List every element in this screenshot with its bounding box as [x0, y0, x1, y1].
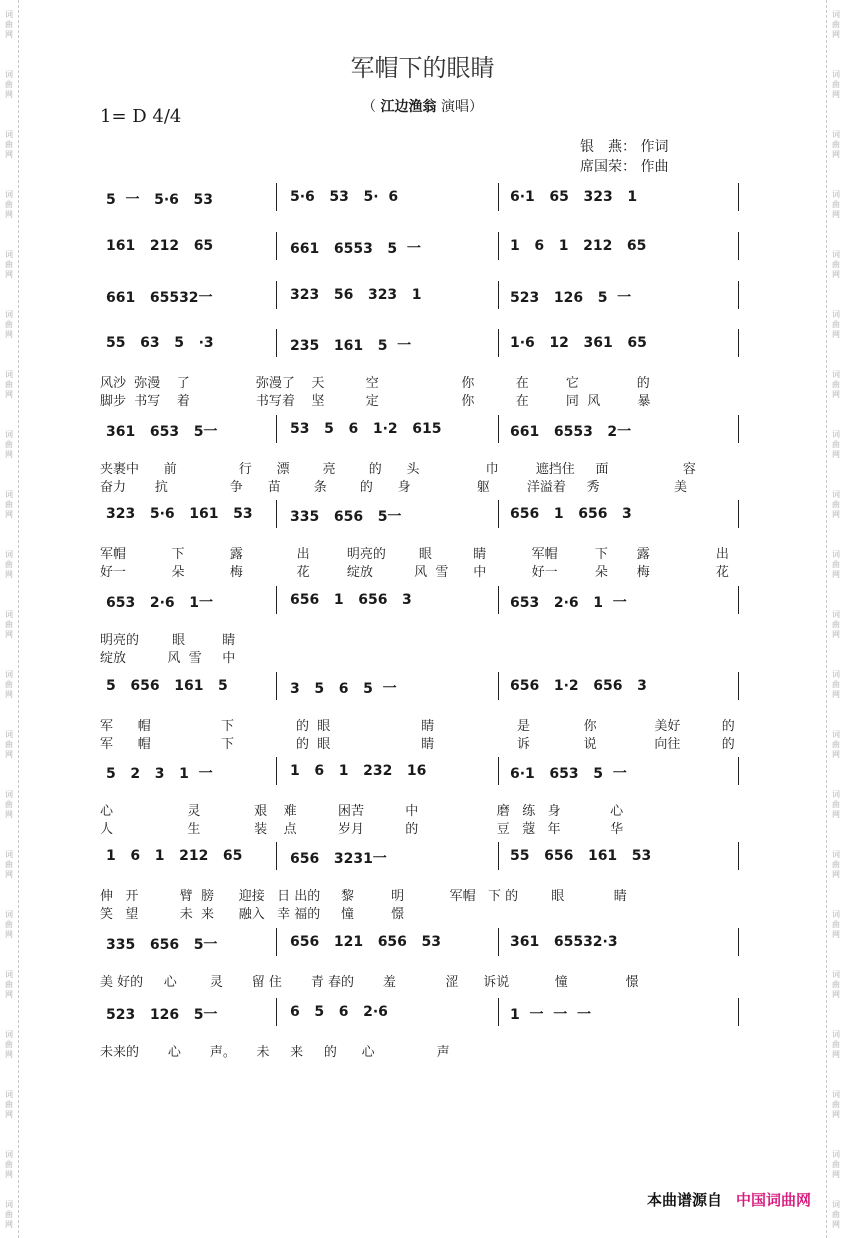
lyric-line: 绽放 风 雪 中	[100, 651, 236, 666]
watermark-text: 词曲网	[5, 670, 13, 699]
watermark-text: 词曲网	[5, 1200, 13, 1229]
notation-row	[98, 329, 758, 359]
measure-group: 361 653 5一	[106, 424, 218, 440]
bar-line	[738, 232, 739, 260]
watermark-text: 词曲网	[832, 250, 840, 279]
bar-line	[738, 329, 739, 357]
watermark-text: 词曲网	[5, 10, 13, 39]
measure-group: 656 1·2 656 3	[510, 678, 647, 694]
notation-row	[98, 757, 758, 787]
bar-line	[738, 281, 739, 309]
watermark-text: 词曲网	[5, 1030, 13, 1059]
lyric-line: 军 帽 下 的 眼 睛 是 你 美好 的	[100, 719, 735, 734]
left-watermark-strip	[0, 0, 19, 1238]
lyricist-credit: 银 燕： 作词	[580, 139, 669, 155]
watermark-text: 词曲网	[832, 850, 840, 879]
lyric-line: 好一 朵 梅 花 绽放 风 雪 中 好一 朵 梅 花	[100, 565, 729, 580]
footer-source	[647, 1189, 811, 1210]
bar-line	[498, 998, 499, 1026]
notation-row	[98, 842, 758, 872]
measure-group: 1 6 1 212 65	[510, 238, 647, 254]
bar-line	[738, 842, 739, 870]
measure-group: 53 5 6 1·2 615	[290, 421, 442, 437]
bar-line	[276, 998, 277, 1026]
notation-row	[98, 500, 758, 530]
lyric-line: 军 帽 下 的 眼 睛 诉 说 向往 的	[100, 737, 735, 752]
notation-row	[98, 232, 758, 262]
bar-line	[738, 672, 739, 700]
lyric-line: 人 生 装 点 岁月 的 豆 蔻 年 华	[100, 822, 624, 837]
measure-group: 1 一 一 一	[510, 1007, 591, 1023]
bar-line	[738, 586, 739, 614]
bar-line	[276, 183, 277, 211]
watermark-text: 词曲网	[832, 610, 840, 639]
watermark-text: 词曲网	[832, 550, 840, 579]
bar-line	[498, 586, 499, 614]
bar-line	[276, 928, 277, 956]
measure-group: 523 126 5 一	[510, 290, 632, 306]
watermark-text: 词曲网	[832, 130, 840, 159]
lyric-line: 未来的 心 声。 未 来 的 心 声	[100, 1045, 450, 1060]
measure-group: 6 5 6 2·6	[290, 1004, 388, 1020]
measure-group: 661 65532一	[106, 290, 213, 306]
notation-row	[98, 998, 758, 1028]
measure-group: 661 6553 2一	[510, 424, 632, 440]
notation-row	[98, 928, 758, 958]
measure-group: 235 161 5 一	[290, 338, 412, 354]
bar-line	[738, 928, 739, 956]
watermark-text: 词曲网	[5, 190, 13, 219]
singer-role: 演唱）	[440, 99, 483, 115]
measure-group: 1·6 12 361 65	[510, 335, 647, 351]
bar-line	[738, 183, 739, 211]
measure-group: 5·6 53 5· 6	[290, 189, 399, 205]
measure-group: 55 63 5 ·3	[106, 335, 214, 351]
bar-line	[498, 183, 499, 211]
lyric-line: 脚步 书写 着 书写着 坚 定 你 在 同 风 暴	[100, 394, 651, 409]
composer-credit: 席国荣： 作曲	[580, 159, 669, 175]
song-title: 军帽下的眼睛	[350, 54, 495, 82]
bar-line	[276, 842, 277, 870]
measure-group: 55 656 161 53	[510, 848, 652, 864]
footer-site-link[interactable]: 中国词曲网	[735, 1191, 811, 1209]
bar-line	[276, 232, 277, 260]
notation-row	[98, 586, 758, 616]
singer-open: （	[362, 99, 377, 115]
bar-line	[498, 232, 499, 260]
bar-line	[498, 500, 499, 528]
notation-row	[98, 281, 758, 311]
lyric-line: 伸 开 臂 膀 迎接 日 出的 黎 明 军帽 下 的 眼 睛	[100, 889, 627, 904]
bar-line	[276, 586, 277, 614]
bar-line	[276, 672, 277, 700]
measure-group: 5 一 5·6 53	[106, 192, 214, 208]
lyric-line: 夹裹中 前 行 漂 亮 的 头 巾 遮挡住 面 容	[100, 462, 696, 477]
watermark-text: 词曲网	[832, 1030, 840, 1059]
measure-group: 323 56 323 1	[290, 287, 422, 303]
measure-group: 6·1 65 323 1	[510, 189, 638, 205]
watermark-text: 词曲网	[5, 310, 13, 339]
bar-line	[498, 329, 499, 357]
bar-line	[276, 415, 277, 443]
watermark-text: 词曲网	[5, 790, 13, 819]
measure-group: 5 2 3 1 一	[106, 766, 213, 782]
footer-source-label: 本曲谱源自	[646, 1191, 722, 1209]
bar-line	[498, 672, 499, 700]
watermark-text: 词曲网	[832, 970, 840, 999]
lyric-line: 风沙 弥漫 了 弥漫了 天 空 你 在 它 的	[100, 376, 650, 391]
lyric-line: 军帽 下 露 出 明亮的 眼 睛 军帽 下 露 出	[100, 547, 729, 562]
watermark-text: 词曲网	[5, 550, 13, 579]
bar-line	[738, 500, 739, 528]
lyric-line: 明亮的 眼 睛	[100, 633, 236, 648]
watermark-text: 词曲网	[832, 790, 840, 819]
bar-line	[276, 329, 277, 357]
measure-group: 1 6 1 232 16	[290, 763, 427, 779]
right-watermark-strip	[826, 0, 845, 1238]
lyric-line: 美 好的 心 灵 留 住 青 春的 羞 涩 诉说 憧 憬	[100, 975, 639, 990]
singer-name: 江边渔翁	[380, 99, 437, 115]
watermark-text: 词曲网	[832, 1090, 840, 1119]
bar-line	[738, 415, 739, 443]
measure-group: 5 656 161 5	[106, 678, 228, 694]
watermark-text: 词曲网	[5, 490, 13, 519]
watermark-text: 词曲网	[5, 730, 13, 759]
watermark-text: 词曲网	[832, 670, 840, 699]
bar-line	[498, 281, 499, 309]
measure-group: 6·1 653 5 一	[510, 766, 627, 782]
watermark-text: 词曲网	[5, 610, 13, 639]
watermark-text: 词曲网	[832, 370, 840, 399]
bar-line	[498, 842, 499, 870]
watermark-text: 词曲网	[832, 310, 840, 339]
lyric-line: 心 灵 艰 难 困苦 中 磨 练 身 心	[100, 804, 624, 819]
watermark-text: 词曲网	[5, 1150, 13, 1179]
watermark-text: 词曲网	[832, 190, 840, 219]
watermark-text: 词曲网	[5, 250, 13, 279]
bar-line	[276, 757, 277, 785]
watermark-text: 词曲网	[5, 1090, 13, 1119]
measure-group: 3 5 6 5 一	[290, 681, 397, 697]
notation-row	[98, 415, 758, 445]
bar-line	[498, 415, 499, 443]
measure-group: 656 3231一	[290, 851, 387, 867]
watermark-text: 词曲网	[832, 1150, 840, 1179]
watermark-text: 词曲网	[5, 370, 13, 399]
bar-line	[738, 998, 739, 1026]
key-signature: 1= D 4/4	[100, 106, 182, 127]
lyric-line: 奋力 抗 争 苗 条 的 身 躯 洋溢着 秀 美	[100, 480, 687, 495]
measure-group: 656 121 656 53	[290, 934, 442, 950]
watermark-text: 词曲网	[832, 70, 840, 99]
notation-row	[98, 183, 758, 213]
measure-group: 335 656 5一	[290, 509, 402, 525]
lyric-line: 笑 望 未 来 融入 幸 福的 憧 憬	[100, 907, 405, 922]
bar-line	[276, 281, 277, 309]
measure-group: 1 6 1 212 65	[106, 848, 243, 864]
measure-group: 661 6553 5 一	[290, 241, 421, 257]
measure-group: 653 2·6 1一	[106, 595, 214, 611]
watermark-text: 词曲网	[832, 430, 840, 459]
watermark-text: 词曲网	[5, 430, 13, 459]
watermark-text: 词曲网	[5, 850, 13, 879]
watermark-text: 词曲网	[832, 490, 840, 519]
measure-group: 523 126 5一	[106, 1007, 218, 1023]
watermark-text: 词曲网	[832, 1200, 840, 1229]
watermark-text: 词曲网	[5, 970, 13, 999]
watermark-text: 词曲网	[832, 910, 840, 939]
watermark-text: 词曲网	[5, 70, 13, 99]
bar-line	[498, 757, 499, 785]
measure-group: 161 212 65	[106, 238, 214, 254]
watermark-text: 词曲网	[832, 10, 840, 39]
measure-group: 656 1 656 3	[290, 592, 412, 608]
watermark-text: 词曲网	[832, 730, 840, 759]
measure-group: 653 2·6 1 一	[510, 595, 627, 611]
measure-group: 323 5·6 161 53	[106, 506, 253, 522]
notation-row	[98, 672, 758, 702]
bar-line	[276, 500, 277, 528]
bar-line	[738, 757, 739, 785]
measure-group: 656 1 656 3	[510, 506, 632, 522]
bar-line	[498, 928, 499, 956]
measure-group: 361 65532·3	[510, 934, 618, 950]
measure-group: 335 656 5一	[106, 937, 218, 953]
watermark-text: 词曲网	[5, 910, 13, 939]
watermark-text: 词曲网	[5, 130, 13, 159]
